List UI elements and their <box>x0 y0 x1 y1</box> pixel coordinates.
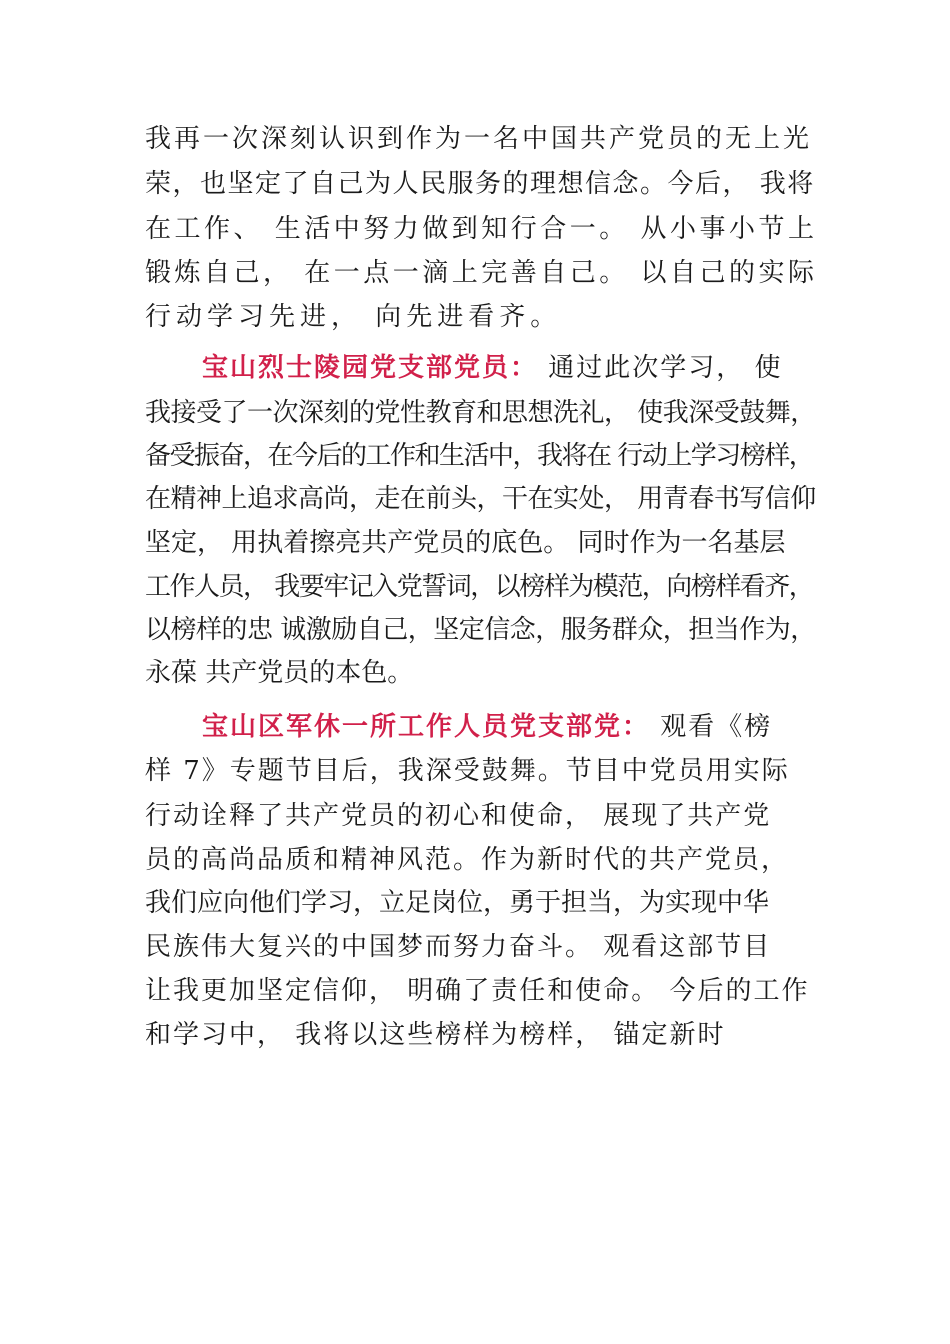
paragraph-3-first-line <box>202 710 772 744</box>
paragraph-2-line-4: 坚定， 用执着擦亮共产党员的底色。 同时作为一名基层 <box>145 528 786 558</box>
paragraph-3-line-5: 民族伟大复兴的中国梦而努力奋斗。 观看这部节目 <box>145 932 772 962</box>
paragraph-2-line-5: 工作人员， 我要牢记入党誓词，以榜样为模范，向榜样看齐， <box>145 572 814 602</box>
paragraph-3-line-7: 和学习中， 我将以这些榜样为榜样， 锚定新时 <box>145 1020 726 1050</box>
paragraph-3-first-line-text: 观看《榜 <box>650 712 773 742</box>
paragraph-3-line-4: 我们应向他们学习，立足岗位，勇于担当，为实现中华 <box>145 888 770 918</box>
paragraph-2-line-6: 以榜样的忠 诚激励自己，坚定信念，服务群众，担当作为， <box>145 615 816 645</box>
paragraph-2-line-7: 永葆 共产党员的本色。 <box>145 658 414 688</box>
paragraph-2-first-line-text: 通过此次学习， 使 <box>538 353 783 383</box>
paragraph-3-heading: 宝山区军休一所工作人员党支部党： <box>202 712 651 742</box>
paragraph-2-line-1: 我接受了一次深刻的党性教育和思想洗礼， 使我深受鼓舞， <box>145 398 816 428</box>
paragraph-1-line-1: 我再一次深刻认识到作为一名中国共产党员的无上光 <box>145 124 813 154</box>
paragraph-1-line-3: 在工作、 生活中努力做到知行合一。 从小事小节上 <box>145 214 818 244</box>
paragraph-1-line-2: 荣，也坚定了自己为人民服务的理想信念。今后， 我将 <box>145 169 815 199</box>
paragraph-2-line-2: 备受振奋，在今后的工作和生活中，我将在 行动上学习榜样， <box>145 441 814 471</box>
paragraph-2-line-3: 在精神上追求高尚，走在前头，干在实处， 用青春书写信仰 <box>145 484 816 514</box>
paragraph-3-line-1: 样 7》专题节目后，我深受鼓舞。节目中党员用实际 <box>145 756 790 786</box>
paragraph-2-first-line <box>202 351 783 385</box>
paragraph-3-line-2: 行动诠释了共产党员的初心和使命， 展现了共产党 <box>145 801 772 831</box>
paragraph-3-line-3: 员的高尚品质和精神风范。作为新时代的共产党员， <box>145 845 790 875</box>
paragraph-2-heading: 宝山烈士陵园党支部党员： <box>202 353 539 383</box>
paragraph-3-line-6: 让我更加坚定信仰， 明确了责任和使命。 今后的工作 <box>145 976 810 1006</box>
paragraph-1-line-5: 行动学习先进， 向先进看齐。 <box>145 302 562 332</box>
paragraph-1-line-4: 锻炼自己， 在一点一滴上完善自己。 以自己的实际 <box>145 258 818 288</box>
